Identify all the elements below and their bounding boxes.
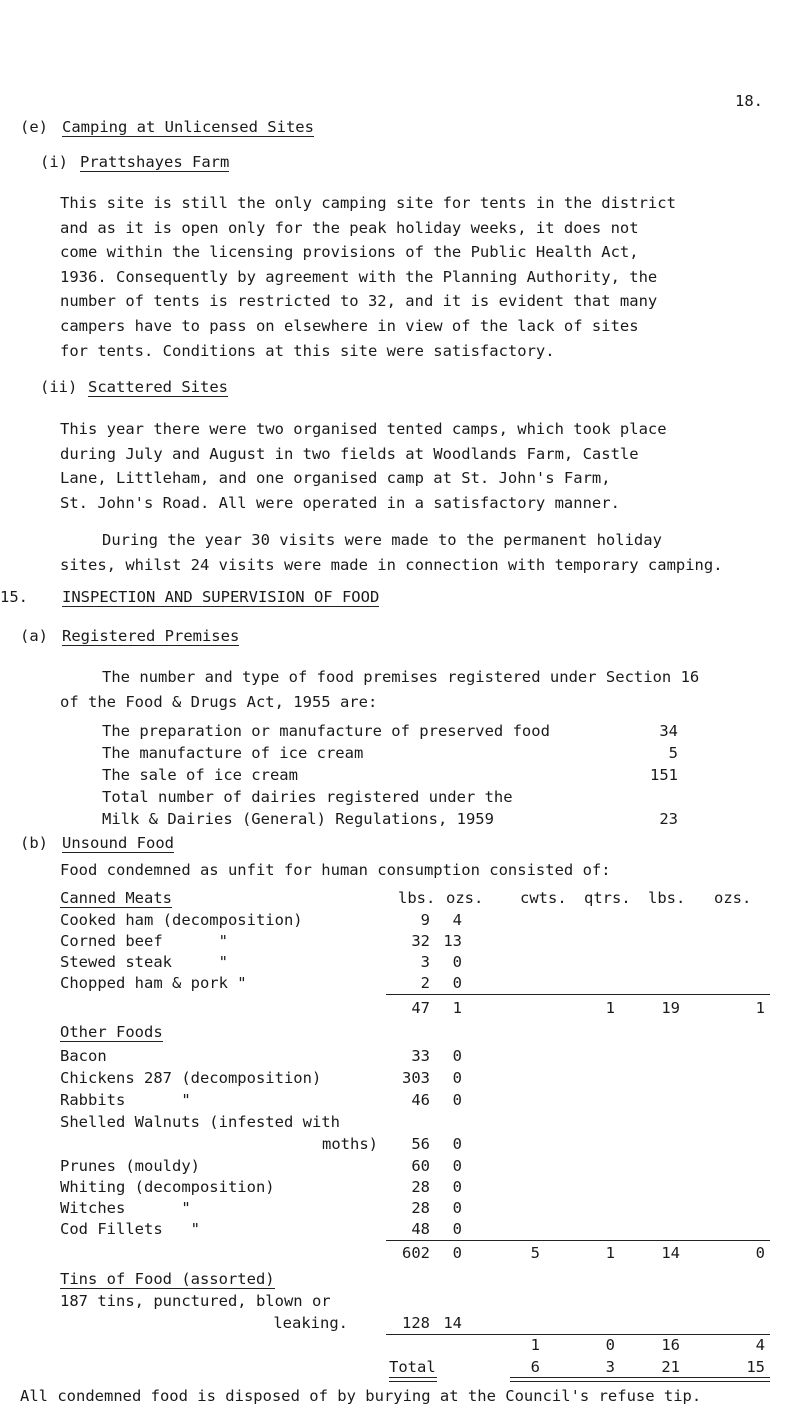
table-cell-lbs: 33 bbox=[411, 1047, 430, 1065]
scattered-paragraph bbox=[60, 417, 770, 515]
sub-a-title: Registered Premises bbox=[62, 627, 240, 645]
registered-item: The preparation or manufacture of preserved food bbox=[102, 722, 550, 740]
table-cell-ozs: 0 bbox=[452, 1220, 462, 1238]
total-cwts: 6 bbox=[530, 1358, 540, 1376]
other-subtotal-qtrs: 1 bbox=[605, 1244, 615, 1262]
other-subtotal-lbs2: 14 bbox=[661, 1244, 680, 1262]
para-line: come within the licensing provisions of the Public Health Act, bbox=[60, 243, 639, 262]
canned-subtotal-ozs2: 1 bbox=[755, 999, 765, 1017]
header-ozs: ozs. bbox=[446, 889, 484, 907]
section-15-title: INSPECTION AND SUPERVISION OF FOOD bbox=[62, 588, 380, 606]
visits-paragraph bbox=[60, 528, 770, 577]
sub-i-title: Prattshayes Farm bbox=[80, 153, 230, 171]
header-lbs-2: lbs. bbox=[648, 889, 686, 907]
disposal-note: All condemned food is disposed of by burying at the Council's refuse tip. bbox=[20, 1387, 702, 1405]
total-qtrs: 3 bbox=[605, 1358, 615, 1376]
canned-subtotal-lbs2: 19 bbox=[661, 999, 680, 1017]
tins-line-2: leaking. bbox=[273, 1314, 348, 1332]
registered-item: The manufacture of ice cream bbox=[102, 744, 364, 762]
para-line: Lane, Littleham, and one organised camp at St. John's Farm, bbox=[60, 469, 611, 488]
table-row-name: Shelled Walnuts (infested with bbox=[60, 1113, 340, 1131]
canned-heading: Canned Meats bbox=[60, 889, 172, 907]
table-row-name: Stewed steak " bbox=[60, 953, 228, 971]
table-cell-lbs: 48 bbox=[411, 1220, 430, 1238]
header-ozs-2: ozs. bbox=[714, 889, 752, 907]
canned-subtotal-lbs: 47 bbox=[411, 999, 430, 1017]
para-line: campers have to pass on elsewhere in view of the lack of sites bbox=[60, 316, 639, 335]
other-heading: Other Foods bbox=[60, 1023, 163, 1041]
tins-line-1: 187 tins, punctured, blown or bbox=[60, 1292, 331, 1310]
other-subtotal-ozs: 0 bbox=[452, 1244, 462, 1262]
tins-subtotal-ozs2: 4 bbox=[755, 1336, 765, 1354]
sub-ii-title: Scattered Sites bbox=[88, 378, 228, 396]
header-qtrs: qtrs. bbox=[584, 889, 631, 907]
para-line: 1936. Consequently by agreement with the Planning Authority, the bbox=[60, 267, 658, 286]
table-cell-ozs: 0 bbox=[452, 1157, 462, 1175]
page-number: 18. bbox=[735, 92, 763, 110]
tins-ozs: 14 bbox=[443, 1314, 462, 1332]
para-line: sites, whilst 24 visits were made in connection with temporary camping. bbox=[60, 555, 723, 574]
tins-subtotal-cwts: 1 bbox=[530, 1336, 540, 1354]
sub-b-title: Unsound Food bbox=[62, 834, 174, 852]
table-row-name: Cod Fillets " bbox=[60, 1220, 200, 1238]
sub-i-label: (i) bbox=[40, 153, 68, 171]
canned-subtotal-qtrs: 1 bbox=[605, 999, 615, 1017]
para-line: During the year 30 visits were made to the permanent holiday bbox=[102, 531, 662, 549]
registered-value: 34 bbox=[659, 722, 678, 740]
table-cell-lbs: 9 bbox=[420, 911, 430, 929]
table-row-name: Chopped ham & pork " bbox=[60, 974, 247, 992]
table-row-name: Prunes (mouldy) bbox=[60, 1157, 200, 1175]
table-cell-ozs: 0 bbox=[452, 1178, 462, 1196]
table-row-name: Chickens 287 (decomposition) bbox=[60, 1069, 322, 1087]
registered-value: 151 bbox=[650, 766, 678, 784]
table-row-name: Whiting (decomposition) bbox=[60, 1178, 275, 1196]
table-cell-lbs: 56 bbox=[411, 1135, 430, 1153]
sub-a-label: (a) bbox=[20, 627, 48, 645]
table-cell-lbs: 28 bbox=[411, 1178, 430, 1196]
table-cell-ozs: 0 bbox=[452, 1069, 462, 1087]
para-line: number of tents is restricted to 32, and it is evident that many bbox=[60, 292, 658, 311]
para-line: This year there were two organised tented camps, which took place bbox=[60, 420, 667, 438]
section-e-label: (e) bbox=[20, 118, 48, 136]
total-lbs2: 21 bbox=[661, 1358, 680, 1376]
para-line: of the Food & Drugs Act, 1955 are: bbox=[60, 692, 378, 711]
tins-lbs: 128 bbox=[402, 1314, 430, 1332]
table-row-name: Bacon bbox=[60, 1047, 107, 1065]
registered-paragraph bbox=[60, 665, 770, 714]
table-cell-ozs: 0 bbox=[452, 953, 462, 971]
subtotal-rule bbox=[386, 1334, 770, 1335]
other-subtotal-cwts: 5 bbox=[530, 1244, 540, 1262]
table-cell-ozs: 4 bbox=[452, 911, 462, 929]
table-cell-ozs: 13 bbox=[443, 932, 462, 950]
table-row-name: Cooked ham (decomposition) bbox=[60, 911, 303, 929]
table-cell-lbs: 60 bbox=[411, 1157, 430, 1175]
table-cell-lbs: 28 bbox=[411, 1199, 430, 1217]
unsound-intro: Food condemned as unfit for human consumption consisted of: bbox=[60, 861, 611, 879]
tins-subtotal-qtrs: 0 bbox=[605, 1336, 615, 1354]
registered-item: Milk & Dairies (General) Regulations, 1959 bbox=[102, 810, 494, 828]
section-e-title: Camping at Unlicensed Sites bbox=[62, 118, 314, 136]
section-15-number: 15. bbox=[0, 588, 28, 606]
table-cell-lbs: 303 bbox=[402, 1069, 430, 1087]
total-label: Total bbox=[389, 1358, 436, 1376]
registered-value: 23 bbox=[659, 810, 678, 828]
para-line: and as it is open only for the peak holiday weeks, it does not bbox=[60, 218, 639, 237]
table-cell-ozs: 0 bbox=[452, 974, 462, 992]
sub-b-label: (b) bbox=[20, 834, 48, 852]
table-cell-ozs: 0 bbox=[452, 1047, 462, 1065]
tins-subtotal-lbs2: 16 bbox=[661, 1336, 680, 1354]
tins-heading: Tins of Food (assorted) bbox=[60, 1270, 275, 1288]
table-cell-lbs: 46 bbox=[411, 1091, 430, 1109]
para-line: St. John's Road. All were operated in a satisfactory manner. bbox=[60, 493, 620, 512]
table-row-name: Witches " bbox=[60, 1199, 191, 1217]
registered-item: The sale of ice cream bbox=[102, 766, 298, 784]
registered-value: 5 bbox=[668, 744, 678, 762]
total-double-rule bbox=[510, 1377, 770, 1382]
table-cell-ozs: 0 bbox=[452, 1091, 462, 1109]
header-lbs: lbs. bbox=[398, 889, 436, 907]
canned-subtotal-ozs: 1 bbox=[452, 999, 462, 1017]
total-ozs2: 15 bbox=[746, 1358, 765, 1376]
table-cell-lbs: 32 bbox=[411, 932, 430, 950]
table-row-name: Corned beef " bbox=[60, 932, 228, 950]
para-line: for tents. Conditions at this site were satisfactory. bbox=[60, 341, 555, 360]
header-cwts: cwts. bbox=[520, 889, 567, 907]
other-subtotal-lbs: 602 bbox=[402, 1244, 430, 1262]
table-cell-ozs: 0 bbox=[452, 1135, 462, 1153]
para-line: The number and type of food premises registered under Section 16 bbox=[102, 668, 700, 686]
subtotal-rule bbox=[386, 1240, 770, 1241]
table-cell-lbs: 2 bbox=[420, 974, 430, 992]
para-line: during July and August in two fields at Woodlands Farm, Castle bbox=[60, 444, 639, 463]
sub-ii-label: (ii) bbox=[40, 378, 78, 396]
table-cell-ozs: 0 bbox=[452, 1199, 462, 1217]
prattshayes-paragraph bbox=[60, 191, 770, 363]
other-subtotal-ozs2: 0 bbox=[755, 1244, 765, 1262]
table-row-name: moths) bbox=[322, 1135, 378, 1153]
table-cell-lbs: 3 bbox=[420, 953, 430, 971]
subtotal-rule bbox=[386, 994, 770, 995]
table-row-name: Rabbits " bbox=[60, 1091, 191, 1109]
total-label-underline bbox=[389, 1377, 437, 1382]
registered-item: Total number of dairies registered under the bbox=[102, 788, 513, 806]
para-line: This site is still the only camping site for tents in the district bbox=[60, 194, 676, 212]
